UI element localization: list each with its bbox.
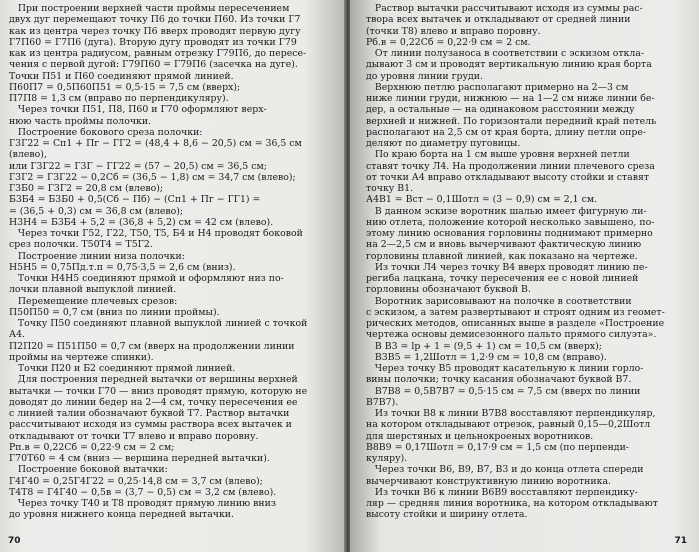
text-line: При построении верхней части проймы пересечением <box>9 3 290 14</box>
text-line: дывают 3 см и проводят вертикальную линию края борта <box>366 59 652 71</box>
text-line: на 2—2,5 см и вновь вычерчивают фактическую линию <box>366 239 642 251</box>
left-page-number: 70 <box>8 536 21 546</box>
right-page-text <box>366 3 689 521</box>
text-line: Т4Т8 = Г4Г40 − 0,5в = (3,7 − 0,5) см = 3,2 см (влево). <box>9 486 277 498</box>
text-line: вины полочки; точку касания обозначают буквой В7. <box>366 374 632 386</box>
text-line: Через точку В5 проводят касательную к линии горло- <box>366 363 644 374</box>
text-line: А4. <box>9 329 25 341</box>
text-line: от точки А4 вправо откладывают высоту стойки и ставят <box>366 171 650 183</box>
text-line: По краю борта на 1 см выше уровня верхней петли <box>366 149 630 161</box>
text-line: Через точки Г52, Г22, Т50, Т5, Б4 и Н4 проводят боковой <box>9 228 303 239</box>
text-line: с эскизом, а затем развертывают и строят одним из геомет- <box>366 306 665 318</box>
text-line: нию отлета, положение которой несколько завышено, по- <box>366 216 655 228</box>
text-line: этому линию основания горловины поднимают примерно <box>366 228 653 239</box>
text-line: Построение бокового среза полочки: <box>9 126 203 138</box>
text-line: срез полочки. Т50Т4 = Т5Г2. <box>9 239 153 251</box>
text-line: В данном эскизе воротник шалью имеет фигурную ли- <box>366 205 647 217</box>
text-line: ставят точку Л4. На продолжении линии плечевого среза <box>366 160 655 172</box>
right-page <box>350 0 699 552</box>
text-line: Верхнюю петлю располагают примерно на 2—3 см <box>366 81 629 93</box>
text-line: П7П8 = 1,3 см (вправо по перпендикуляру). <box>9 93 229 104</box>
text-line: вытачки — точки Г70 — вниз проводят прямую, которую не <box>9 385 308 397</box>
text-line: чения с первой дугой: Г79П60 = Г79П6 (засечка на дуге). <box>9 59 298 71</box>
text-line: проймы на чертеже спинки). <box>9 351 154 363</box>
text-line: Г3Г2 = Г3Г22 − 0,2Сб = (36,5 − 1,8) см = 34,7 см (влево); <box>9 171 296 183</box>
text-line: Г3Б0 = Г3Г2 = 20,8 см (влево); <box>9 183 164 194</box>
text-line: = (36,5 + 0,3) см = 36,8 см (влево); <box>9 205 184 217</box>
text-line: дер, а остальные — на одинаковом расстоянии между <box>366 104 635 116</box>
text-line: П50П50 = 0,7 см (вниз по линии проймы). <box>9 306 220 318</box>
text-line: лочки плавной выпуклой линией. <box>9 284 177 296</box>
text-line: Г70Т60 = 4 см (вниз — вершина передней вытачки). <box>9 453 270 464</box>
text-line: располагают на 2,5 см от края борта, длину петли опре- <box>366 126 647 138</box>
text-line: верхней и нижней. По горизонтали передний край петель <box>366 115 657 127</box>
text-line: чертежа основы демисезонного пальто прямого силуэта». <box>366 329 657 341</box>
text-line: точку В1. <box>366 183 414 194</box>
text-line: Н3Н4 = Б3Б4 + 5,2 = (36,8 + 5,2) см = 42 см (влево). <box>9 216 274 228</box>
text-line: В7В8 = 0,5В7В7 = 0,5·15 см = 7,5 см (вверх по линии <box>366 385 641 397</box>
text-line: Воротник зарисовывают на полочке в соответствии <box>366 295 632 307</box>
text-line: (влево), <box>9 149 47 161</box>
text-line: Через точку Т40 и Т8 проводят прямую линию вниз <box>9 498 276 509</box>
text-line: ляр — средняя линия воротника, на котором откладывают <box>366 498 658 509</box>
text-line: А4В1 = Вст − 0,1Шотл = (3 − 0,9) см = 2,1 см. <box>366 194 598 206</box>
text-line: откладывают от точки Т7 влево и вправо поровну. <box>9 430 259 442</box>
text-line: Для построения передней вытачки от вершины верхней <box>9 374 298 386</box>
text-line: Точки П20 и Б2 соединяют прямой линией. <box>9 363 236 374</box>
text-line: Н5Н5 = 0,75Пд.т.п = 0,75·3,5 = 2,6 см (вниз). <box>9 261 236 273</box>
text-line: Г4Г40 = 0,25Г4Г22 = 0,25·14,8 см = 3,7 см (влево); <box>9 475 263 487</box>
text-line: деляют по диаметру пуговицы. <box>366 138 521 149</box>
text-line: (точки Т8) влево и вправо поровну. <box>366 25 541 37</box>
text-line: П60П7 = 0,5П60П51 = 0,5·15 = 7,5 см (вверх); <box>9 81 241 93</box>
text-line: рассчитывают исходя из суммы раствора всех вытачек и <box>9 419 292 431</box>
text-line: как из центра через точку П6 вверх проводят первую дугу <box>9 25 301 37</box>
text-line: двух дуг перемещают точку П6 до точки П60. Из точки Г7 <box>9 14 301 26</box>
text-line: Б3Б4 = Б3Б0 + 0,5(Сб − Пб) − (Сп1 + Пг − ГГ1) = <box>9 194 261 206</box>
text-line: От линии полузаноса в соответствии с эскизом откла- <box>366 48 645 59</box>
text-line: Точки П51 и П60 соединяют прямой линией. <box>9 70 234 82</box>
left-page-text <box>9 3 332 521</box>
text-line: ниже линии груди, нижнюю — на 1—2 см ниже линии бе- <box>366 93 655 104</box>
left-page <box>0 0 346 552</box>
text-line: Г7П60 = Г7П6 (дуга). Вторую дугу проводят из точки Г79 <box>9 36 297 48</box>
text-line: В8В9 = 0,17Шотл = 0,17·9 см = 1,5 см (по перпенди- <box>366 441 629 453</box>
text-line: В В3 = lр + 1 = (9,5 + 1) см = 10,5 см (вверх); <box>366 340 602 352</box>
text-line: Рп.в = 0,22Сб = 0,22·9 см = 2 см; <box>9 441 175 453</box>
text-line: вычерчивают конструктивную линию воротника. <box>366 475 612 487</box>
text-line: или Г3Г22 = Г3Г − ГГ22 = (57 − 20,5) см = 36,5 см; <box>9 160 267 172</box>
text-line: до уровня нижнего конца передней вытачки. <box>9 509 234 521</box>
text-line: рических методов, описанных выше в разделе «Построение <box>366 318 665 329</box>
text-line: Через точки П51, П8, П60 и Г70 оформляют верх- <box>9 104 267 116</box>
text-line: куляру). <box>366 453 408 464</box>
text-line: региба лацкана, точку пересечения ее с новой линией <box>366 273 639 284</box>
text-line: Из точки Л4 через точку В4 вверх проводят линию пе- <box>366 261 648 273</box>
text-line: Раствор вытачки рассчитывают исходя из суммы рас- <box>366 3 643 14</box>
text-line: высоту стойки и ширину отлета. <box>366 509 528 521</box>
text-line: Точку П50 соединяют плавной выпуклой линией с точкой <box>9 318 308 329</box>
text-line: с линией талии обозначают буквой Т7. Раствор вытачки <box>9 408 290 419</box>
text-line: доводят до линии бедер на 2—4 см, точку пересечения ее <box>9 396 298 408</box>
text-line: до уровня линии груди. <box>366 70 483 82</box>
text-line: горловины обозначают буквой В. <box>366 284 531 296</box>
text-line: Перемещение плечевых срезов: <box>9 295 178 307</box>
text-line: горловины плавной линией, как показано на чертеже. <box>366 250 638 262</box>
text-line: Построение боковой вытачки: <box>9 464 168 476</box>
text-line: Из точки В6 к линии В6В9 восставляют перпендику- <box>366 486 638 498</box>
text-line: для шерстяных и цельнокроеных воротников. <box>366 430 594 442</box>
text-line: Точки Н4Н5 соединяют прямой и оформляют низ по- <box>9 273 284 284</box>
text-line: Г3Г22 = Сп1 + Пг − ГГ2 = (48,4 + 8,6 − 20,5) см = 36,5 см <box>9 138 302 149</box>
text-line: на котором откладывают отрезок, равный 0,15—0,2Шотл <box>366 419 651 431</box>
text-line: Построение линии низа полочки: <box>9 250 185 262</box>
text-line: Из точки В8 к линии В7В8 восставляют перпендикуляр, <box>366 408 656 419</box>
text-line: Рб.в = 0,22Сб = 0,22·9 см = 2 см. <box>366 36 531 48</box>
text-line: твора всех вытачек и откладывают от средней линии <box>366 14 631 26</box>
text-line: П2П20 = П51П50 = 0,7 см (вверх на продолжении линии <box>9 340 295 352</box>
right-page-number: 71 <box>674 536 687 546</box>
text-line: нюю часть проймы полочки. <box>9 115 152 127</box>
text-line: В7В7). <box>366 396 399 408</box>
text-line: В3В5 = 1,2Шотл = 1,2·9 см = 10,8 см (вправо). <box>366 351 607 363</box>
text-line: как из центра радиусом, равным отрезку Г79П6, до пересе- <box>9 48 307 59</box>
text-line: Через точки В6, В9, В7, В3 и до конца отлета спереди <box>366 464 644 476</box>
